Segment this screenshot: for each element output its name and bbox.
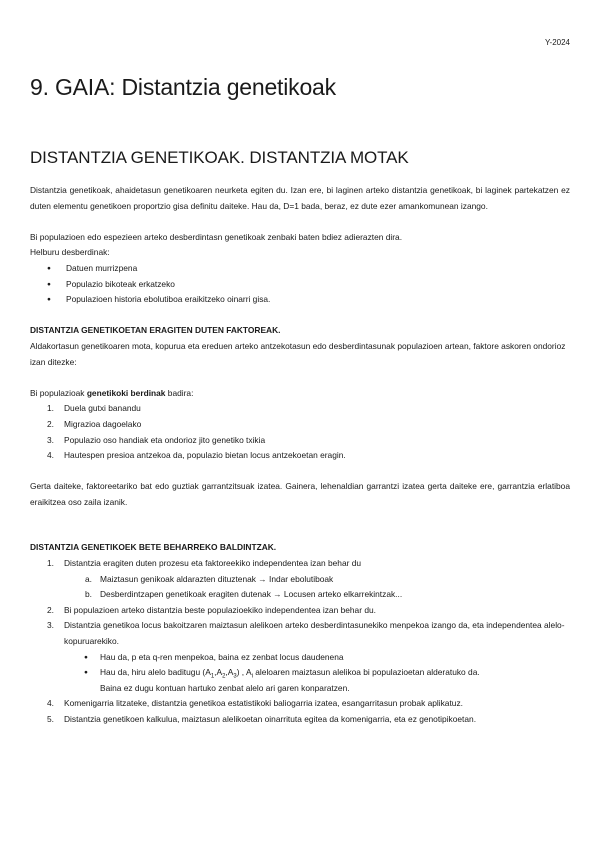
list-item: ● Hau da, p eta q-ren menpekoa, baina ez zenbat locus daudenena	[30, 650, 570, 666]
conditions-heading: DISTANTZIA GENETIKOEK BETE BEHARREKO BALDINTZAK.	[30, 542, 277, 553]
list-item: 4. Komenigarria litzateke, distantzia genetikoa estatistikoki baliogarria izatea, esangarritasun probak aplikatuz.	[47, 698, 463, 709]
list-item: 1. Distantzia eragiten duten prozesu eta faktoreekiko independentea izan behar du	[47, 558, 362, 569]
condition1-sublist	[30, 572, 570, 603]
list-item: 3. Distantzia genetikoa locus bakoitzaren maiztasun alelikoen arteko desberdintasunekiko menpekoa izango da, eta independentea alelo-kopuruarekiko.	[47, 620, 565, 647]
para2-line1: Bi populazioen edo espezieen arteko desberdintasn genetikoak zenbaki baten bdiez adierazten dira.	[30, 231, 403, 242]
factors-text: Aldakortasun genetikoaren mota, kopurua eta ereduen arteko antzekotasun edo desberdintasunak populazioen artean, faktore askoren ondorioz izan ditezke:	[30, 340, 566, 367]
conclusion-paragraph: Gerta daiteke, faktoreetariko bat edo guztiak garrantzitsuak izatea. Gainera, lehenaldian garrantzi izatea gerta daiteke ere, garrantzia erlatiboa eraikitzea oso zaila izanik.	[30, 481, 570, 507]
list-item: 4. Hautespen presioa antzekoa da, populazio bietan locus antzekoetan eragin.	[47, 450, 346, 461]
list-item: ● Populazio bikoteak erkatzeko	[30, 277, 570, 293]
list-item: b. Desberdintzapen genetikoak eragiten dutenak → Locusen arteko elkarrekintzak...	[85, 589, 403, 600]
list-item: ● Datuen murrizpena	[30, 261, 570, 277]
list-item: a. Maiztasun genikoak aldarazten dituztenak → Indar ebolutiboak	[85, 573, 334, 584]
page-title: 9. GAIA: Distantzia genetikoak	[30, 74, 336, 100]
identical-intro: Bi populazioak genetikoki berdinak badira:	[30, 387, 194, 398]
list-item: ● Hau da, hiru alelo baditugu $(A_1,A_2,A_3)$ , $A_i$ aleloaren maiztasun alelikoa bi populazioetan alderatuko da. Baina ez dugu kontuan hartuko zenbat alelo ari garen konparatzen.	[30, 665, 570, 696]
list-item: 5. Distantzia genetikoen kalkulua, maiztasun alelikoetan oinarrituta egitea da komenigarria, eta ez genotipikoetan.	[47, 714, 477, 724]
conditions-list	[30, 556, 570, 572]
identical-bold: genetikoki berdinak	[86, 387, 166, 398]
identical-reasons-list	[30, 401, 570, 463]
list-item: 3. Populazio oso handiak eta ondorioz jito genetiko txikia	[47, 434, 266, 445]
header-code: Y-2024	[544, 38, 570, 47]
section-title: DISTANTZIA GENETIKOAK. DISTANTZIA MOTAK	[30, 148, 409, 167]
list-item: 1. Duela gutxi banandu	[47, 403, 141, 414]
factors-heading: DISTANTZIA GENETIKOETAN ERAGITEN DUTEN FAKTOREAK.	[30, 325, 281, 336]
intro-paragraph: Distantzia genetikoak, ahaidetasun genetikoaren neurketa egiten du. Izan ere, bi laginen arteko distantzia genetikoak, bi laginek partekatzen ez duten elementu genetikoen proportzio gisa definitu daiteke. Hau da, D=1 bada, beraz, ez dute ezer amankomunean izango.	[30, 185, 570, 211]
document-body	[30, 183, 570, 728]
condition3-bullets	[30, 650, 570, 697]
list-item: ● Populazioen historia ebolutiboa eraikitzeko oinarri gisa.	[30, 292, 570, 308]
list-item: 2. Bi populazioen arteko distantzia beste populazioekiko independentea izan behar du.	[47, 604, 376, 615]
goals-list	[30, 261, 570, 308]
para2-line2: Helburu desberdinak:	[30, 247, 110, 258]
list-item: 2. Migrazioa dagoelako	[47, 418, 142, 429]
